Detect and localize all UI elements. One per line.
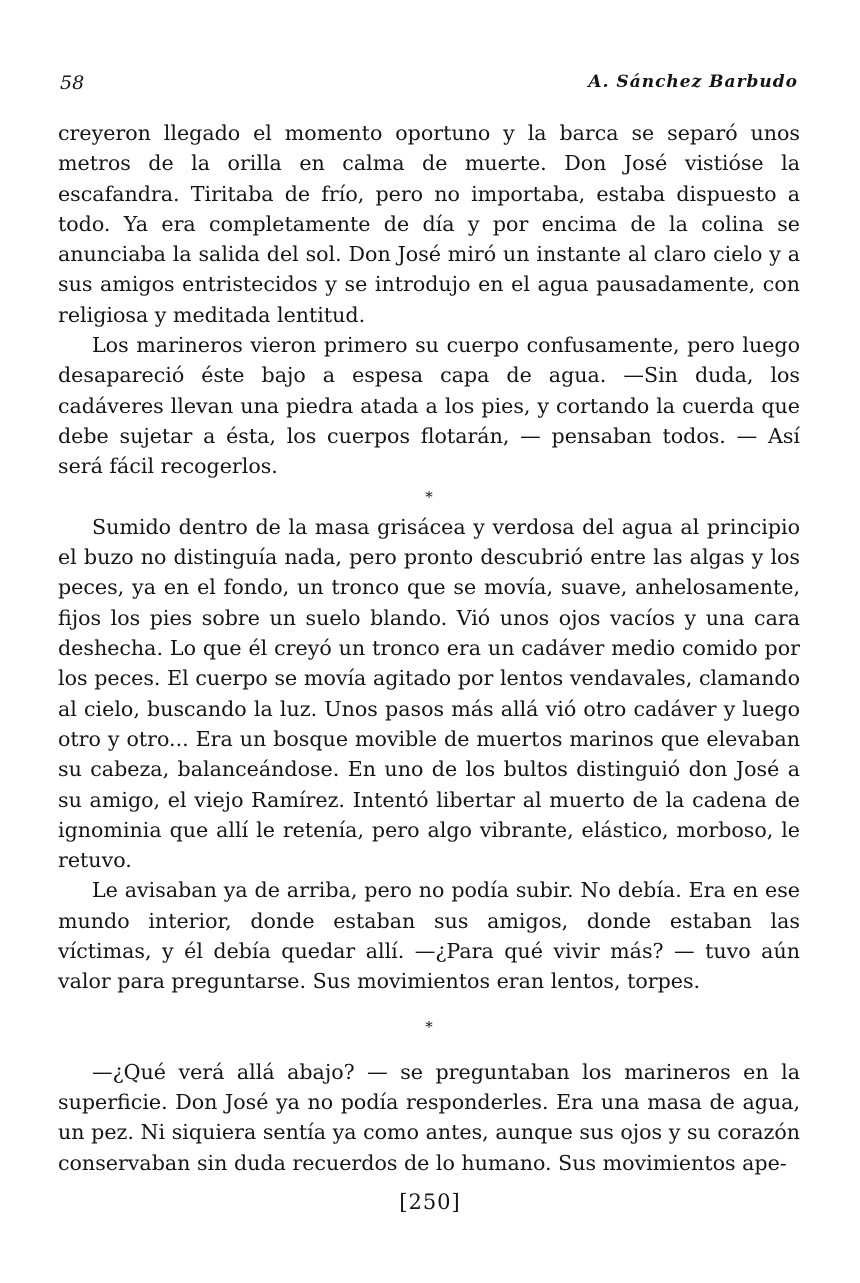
section-separator: *: [425, 1017, 433, 1036]
paragraph: creyeron llegado el momento oportuno y la barca se separó unos metros de la orilla en calma de muerte. Don José vistióse la escafandra. Tiritaba de frío, pero no importaba, estaba dispuesto a todo. Ya era completamente de día y por encima de la colina se anunciaba la salida del sol. Don José miró un instante al claro cielo y a sus amigos entristecidos y se introdujo en el agua pausadamente, con religiosa y meditada lentitud.: [58, 121, 800, 327]
body-text: [58, 118, 800, 1178]
paragraph: —¿Qué verá allá abajo? — se preguntaban los marineros en la superficie. Don José ya no podía responderles. Era una masa de agua, un pez. Ni siquiera sentía ya como antes, aunque sus ojos y su corazón conservaban sin duda recuerdos de lo humano. Sus movimientos ape-: [58, 1059, 800, 1175]
page-number: 58: [60, 72, 85, 94]
paragraph: Le avisaban ya de arriba, pero no podía subir. No debía. Era en ese mundo interior, donde estaban sus amigos, donde estaban las víctimas, y él debía quedar allí. —¿Para qué vivir más? — tuvo aún valor para preguntarse. Sus movimientos eran lentos, torpes.: [58, 878, 800, 994]
footer-folio: [250]: [399, 1190, 461, 1214]
section-separator: *: [425, 487, 433, 506]
running-head: A. Sánchez Barbudo: [588, 72, 798, 92]
paragraph: Sumido dentro de la masa grisácea y verdosa del agua al principio el buzo no distinguía nada, pero pronto descubrió entre las algas y los peces, ya en el fondo, un tronco que se movía, suave, anhelosamente, fijos los pies sobre un suelo blando. Vió unos ojos vacíos y una cara deshecha. Lo que él creyó un tronco era un cadáver medio comido por los peces. El cuerpo se movía agitado por lentos vendavales, clamando al cielo, buscando la luz. Unos pasos más allá vió otro cadáver y luego otro y otro... Era un bosque movible de muertos marinos que elevaban su cabeza, balanceándose. En uno de los bultos distinguió don José a su amigo, el viejo Ramírez. Intentó libertar al muerto de la cadena de ignominia que allí le retenía, pero algo vibrante, elástico, morboso, le retuvo.: [58, 514, 800, 873]
paragraph: Los marineros vieron primero su cuerpo confusamente, pero luego desapareció éste bajo a espesa capa de agua. —Sin duda, los cadáveres llevan una piedra atada a los pies, y cortando la cuerda que debe sujetar a ésta, los cuerpos flotarán, — pensaban todos. — Así será fácil recogerlos.: [58, 333, 800, 479]
